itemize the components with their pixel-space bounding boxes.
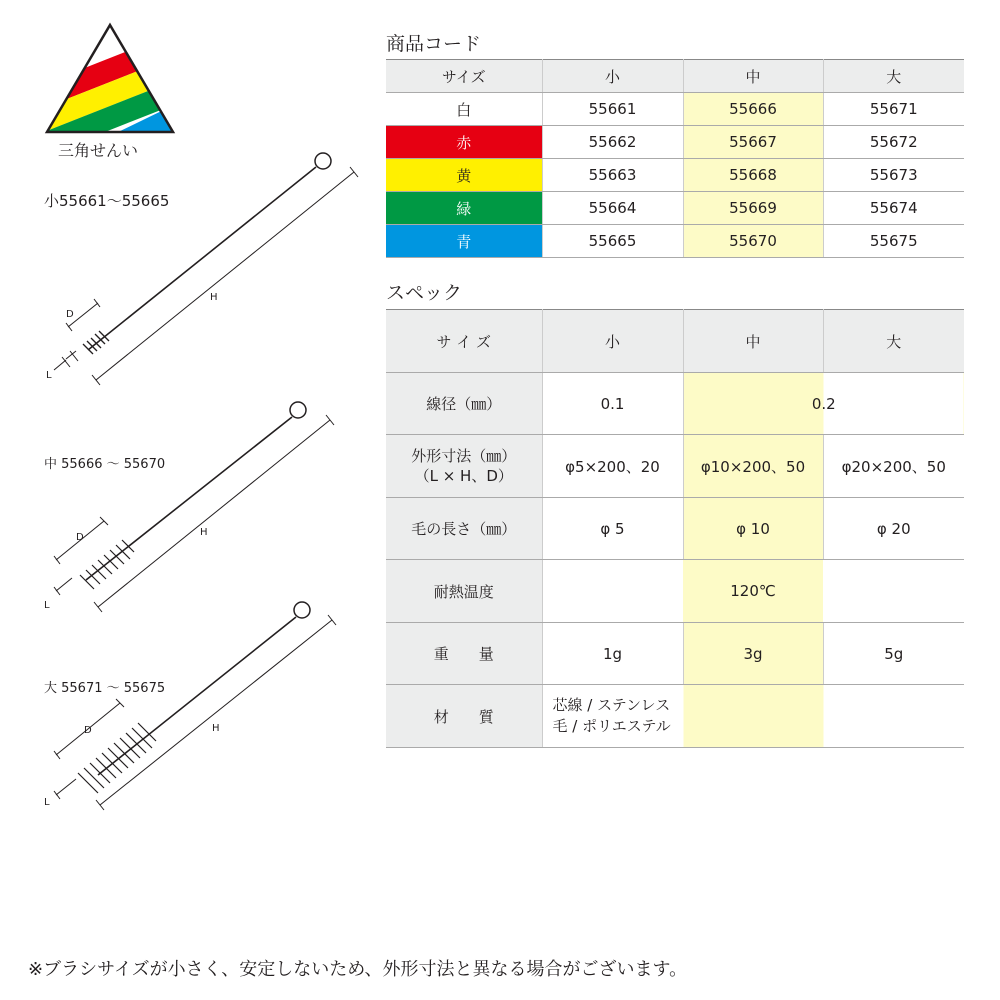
code-cell: 55665 <box>542 225 683 258</box>
heat-resistance-large <box>823 560 964 623</box>
code-cell: 55669 <box>683 192 823 225</box>
material-bristle-line: 毛 / ポリエステル <box>552 717 671 735</box>
large-brush-illustration <box>40 595 370 820</box>
code-cell: 55661 <box>542 93 683 126</box>
large-brush-label: 大 55671 ～ 55675 <box>44 681 166 696</box>
spec-header-size: サ イ ズ <box>386 310 542 373</box>
header-medium: 中 <box>683 60 823 93</box>
spec-row-outer-size <box>386 435 964 498</box>
weight-medium: 3g <box>683 623 823 685</box>
wire-diameter-small: 0.1 <box>542 373 683 435</box>
code-cell: 55670 <box>683 225 823 258</box>
color-yellow-cell: 黄 <box>386 159 542 192</box>
header-small: 小 <box>542 60 683 93</box>
outer-size-medium: φ10×200、50 <box>683 435 823 498</box>
bristle-length-medium: φ 10 <box>683 498 823 560</box>
code-cell: 55674 <box>823 192 964 225</box>
product-code-header-row <box>386 60 964 93</box>
weight-small: 1g <box>542 623 683 685</box>
spec-row-wire-diameter <box>386 373 964 435</box>
heat-resistance-value: 120℃ <box>683 560 823 623</box>
large-brush-d-label: D <box>84 725 92 736</box>
medium-brush-l-label: L <box>44 600 50 611</box>
medium-brush-illustration <box>40 395 370 620</box>
table-row <box>386 93 964 126</box>
bristle-length-label: 毛の長さ（㎜） <box>386 498 542 560</box>
color-blue-cell: 青 <box>386 225 542 258</box>
code-cell: 55664 <box>542 192 683 225</box>
code-cell: 55668 <box>683 159 823 192</box>
weight-label: 重 量 <box>386 623 542 685</box>
code-cell: 55667 <box>683 126 823 159</box>
spec-header-medium: 中 <box>683 310 823 373</box>
heat-resistance-label: 耐熱温度 <box>386 560 542 623</box>
heat-resistance-small <box>542 560 683 623</box>
small-brush-d-label: D <box>66 309 74 320</box>
table-row <box>386 126 964 159</box>
small-brush-h-label: H <box>210 292 218 303</box>
spec-header-small: 小 <box>542 310 683 373</box>
color-white-cell: 白 <box>386 93 542 126</box>
outer-size-label-line2: （L × H、D） <box>414 467 513 485</box>
wire-diameter-label: 線径（㎜） <box>386 373 542 435</box>
spec-row-bristle-length <box>386 498 964 560</box>
table-row <box>386 225 964 258</box>
table-row <box>386 159 964 192</box>
wire-diameter-mid-large-value: 0.2 <box>811 394 836 413</box>
header-size: サイズ <box>386 60 542 93</box>
code-cell: 55675 <box>823 225 964 258</box>
material-core-line: 芯線 / ステンレス <box>552 696 671 714</box>
outer-size-label <box>386 435 542 498</box>
triangle-logo-icon <box>44 22 176 134</box>
code-cell: 55666 <box>683 93 823 126</box>
spec-table <box>386 309 964 748</box>
code-cell: 55662 <box>542 126 683 159</box>
small-brush-illustration <box>40 145 370 390</box>
spec-row-heat-resistance <box>386 560 964 623</box>
code-cell: 55663 <box>542 159 683 192</box>
code-cell: 55672 <box>823 126 964 159</box>
material-label: 材 質 <box>386 685 542 748</box>
color-green-cell: 緑 <box>386 192 542 225</box>
product-code-heading: 商品コード <box>386 33 482 55</box>
outer-size-label-line1: 外形寸法（㎜） <box>411 447 517 465</box>
medium-brush-label: 中 55666 ～ 55670 <box>44 457 166 472</box>
medium-brush-d-label: D <box>76 532 84 543</box>
code-cell: 55671 <box>823 93 964 126</box>
spec-row-weight <box>386 623 964 685</box>
small-brush-label: 小55661～55665 <box>44 192 170 210</box>
logo-label: 三角せんい <box>58 141 139 160</box>
large-brush-l-label: L <box>44 797 50 808</box>
footnote: ※ブラシサイズが小さく、安定しないため、外形寸法と異なる場合がございます。 <box>28 959 688 980</box>
bristle-length-small: φ 5 <box>542 498 683 560</box>
weight-large: 5g <box>823 623 964 685</box>
spec-row-material <box>386 685 964 748</box>
wire-diameter-mid-large <box>683 373 964 435</box>
material-value <box>542 685 964 748</box>
color-red-cell: 赤 <box>386 126 542 159</box>
spec-header-large: 大 <box>823 310 964 373</box>
outer-size-small: φ5×200、20 <box>542 435 683 498</box>
bristle-length-large: φ 20 <box>823 498 964 560</box>
large-brush-h-label: H <box>212 723 220 734</box>
header-large: 大 <box>823 60 964 93</box>
product-code-table <box>386 59 964 258</box>
table-row <box>386 192 964 225</box>
small-brush-l-label: L <box>46 370 52 381</box>
medium-brush-h-label: H <box>200 527 208 538</box>
outer-size-large: φ20×200、50 <box>823 435 964 498</box>
code-cell: 55673 <box>823 159 964 192</box>
spec-heading: スペック <box>386 282 463 304</box>
spec-header-row <box>386 310 964 373</box>
